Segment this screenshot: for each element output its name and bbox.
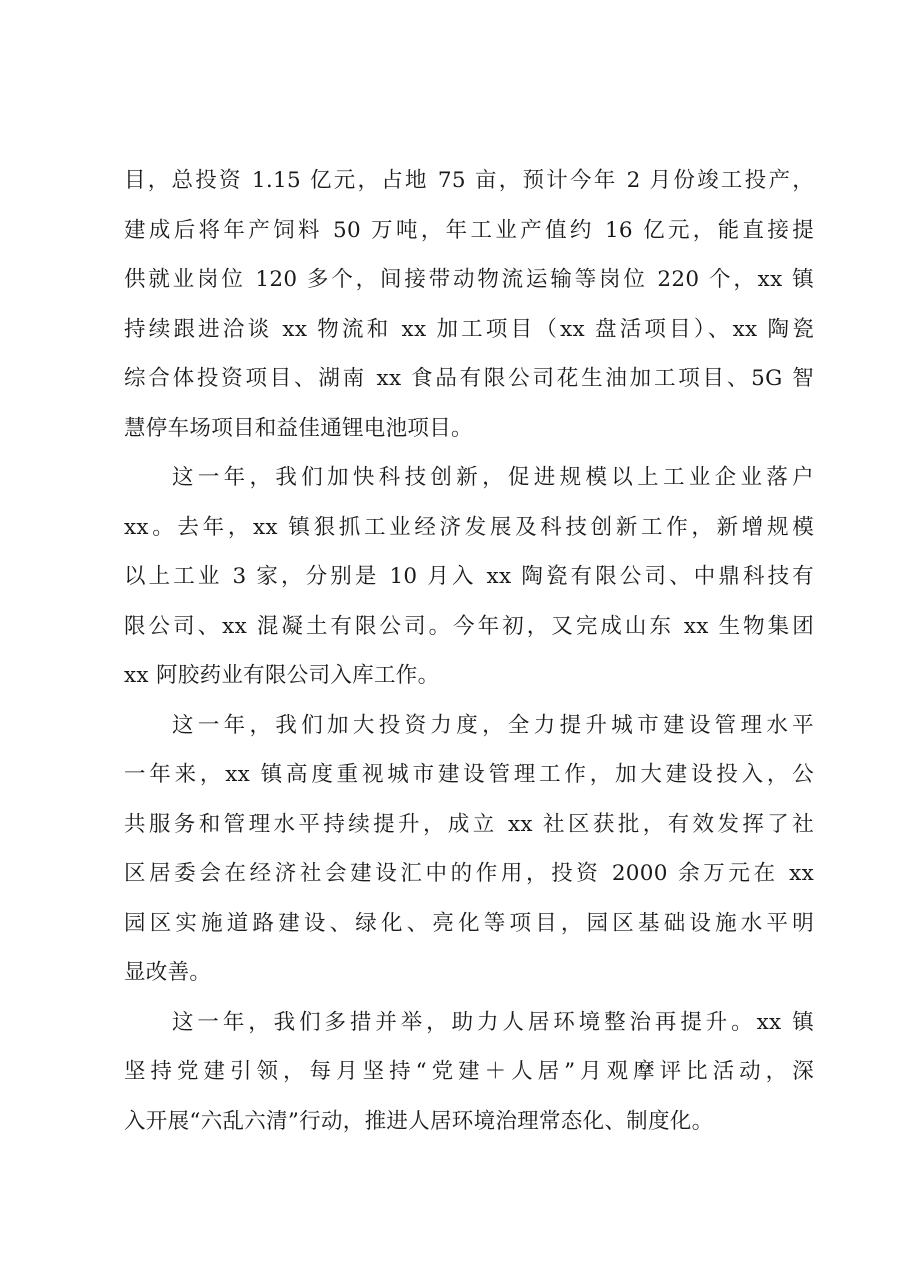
text-line: 园区实施道路建设、绿化、亮化等项目，园区基础设施水平明 [124,910,814,936]
paragraph-3 [124,701,814,998]
text-line: 以上工业 3 家，分别是 10 月入 xx 陶瓷有限公司、中鼎科技有 [124,564,814,589]
text-line: xx。去年，xx 镇狠抓工业经济发展及科技创新工作，新增规模 [124,514,814,540]
paragraph-4 [124,998,814,1147]
text-line: 入开展“六乱六清”行动，推进人居环境治理常态化、制度化。 [124,1108,714,1134]
text-line: 供就业岗位 120 多个，间接带动物流运输等岗位 220 个，xx 镇 [124,267,814,292]
paragraph-1 [124,156,814,453]
text-line: 一年来，xx 镇高度重视城市建设管理工作，加大建设投入，公 [124,762,814,787]
paragraph-2 [124,453,814,701]
text-line: 这一年，我们多措并举，助力人居环境整治再提升。xx 镇 [172,1009,814,1035]
document-body [124,156,814,1146]
text-line: 慧停车场项目和益佳通锂电池项目。 [124,415,473,441]
text-line: 这一年，我们加大投资力度，全力提升城市建设管理水平 [172,712,814,738]
text-line: 综合体投资项目、湖南 xx 食品有限公司花生油加工项目、5G 智 [124,366,814,391]
text-line: 目，总投资 1.15 亿元，占地 75 亩，预计今年 2 月份竣工投产， [124,168,814,193]
text-line: 持续跟进洽谈 xx 物流和 xx 加工项目（xx 盘活项目）、xx 陶瓷 [124,316,814,342]
text-line: 共服务和管理水平持续提升，成立 xx 社区获批，有效发挥了社 [124,811,814,837]
text-line: xx 阿胶药业有限公司入库工作。 [124,663,440,688]
text-line: 坚持党建引领，每月坚持“党建＋人居”月观摩评比活动，深 [124,1059,814,1084]
text-line: 显改善。 [124,960,212,985]
text-line: 这一年，我们加快科技创新，促进规模以上工业企业落户 [172,465,814,490]
text-line: 区居委会在经济社会建设汇中的作用，投资 2000 余万元在 xx [124,861,814,886]
text-line: 限公司、xx 混凝土有限公司。今年初，又完成山东 xx 生物集团 [124,613,814,639]
text-line: 建成后将年产饲料 50 万吨，年工业产值约 16 亿元，能直接提 [124,217,814,243]
